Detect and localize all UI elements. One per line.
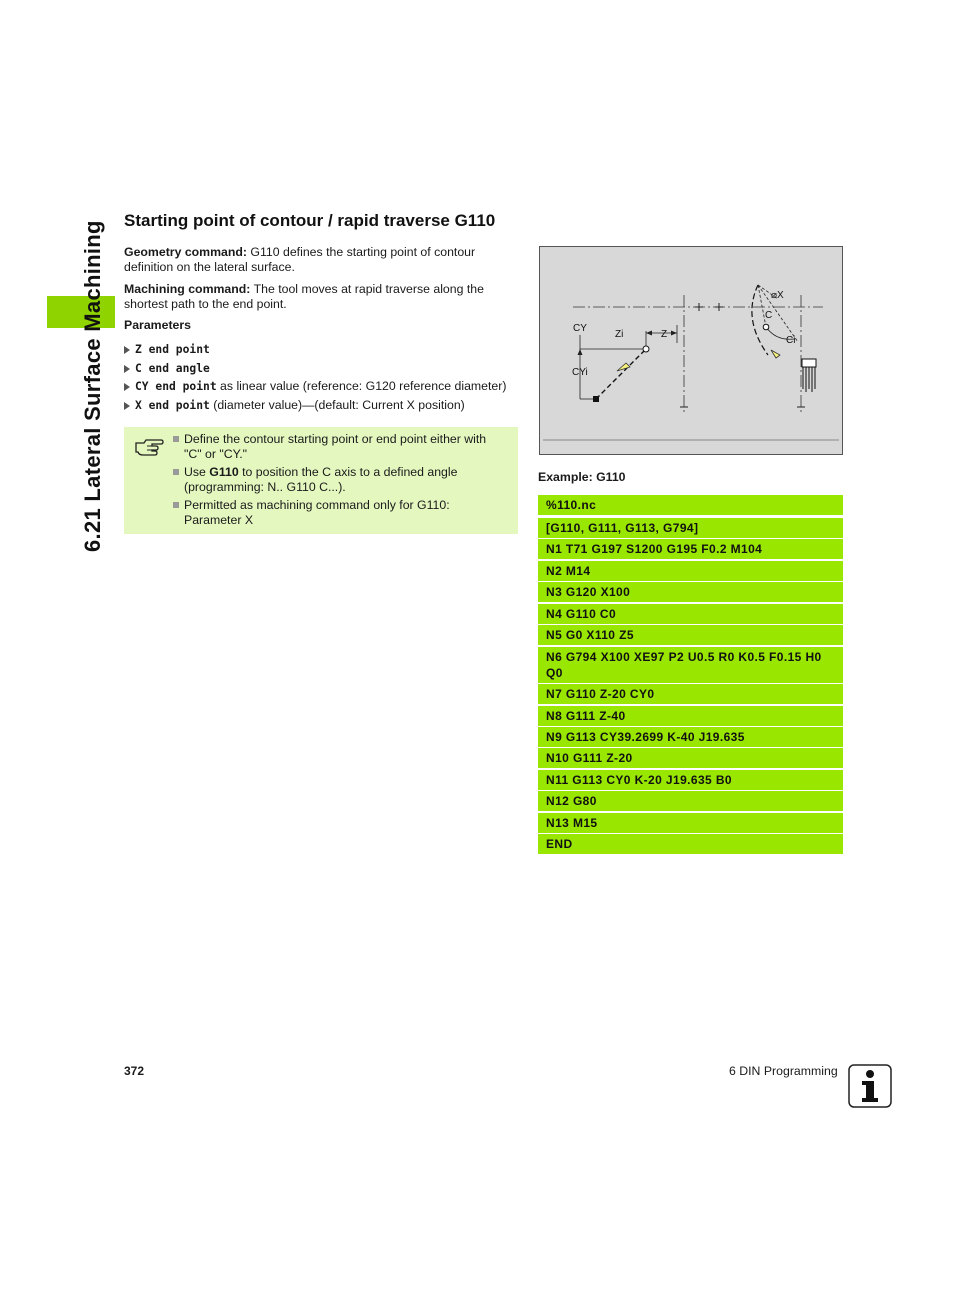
note-item (184, 465, 504, 495)
triangle-bullet-icon (124, 383, 130, 391)
code-line: N7 G110 Z-20 CY0 (538, 684, 843, 704)
machining-command-text: The tool moves at rapid traverse along the shortest path to the end point. (124, 282, 484, 311)
g110-diagram (539, 246, 843, 455)
page-number: 372 (124, 1064, 145, 1078)
parameter-name: X end point (135, 399, 210, 412)
code-line: N3 G120 X100 (538, 582, 843, 602)
code-line: N9 G113 CY39.2699 K-40 J19.635 (538, 727, 843, 747)
code-line: N12 G80 (538, 791, 843, 811)
parameter-item (124, 379, 506, 394)
code-line: N6 G794 X100 XE97 P2 U0.5 R0 K0.5 F0.15 H0 Q0 (538, 647, 843, 683)
machining-command-label: Machining command: (124, 282, 251, 296)
code-line: N11 G113 CY0 K-20 J19.635 B0 (538, 770, 843, 790)
note-box (124, 427, 518, 534)
code-line: %110.nc (538, 495, 843, 515)
triangle-bullet-icon (124, 346, 130, 354)
footer-chapter: 6 DIN Programming (729, 1064, 838, 1078)
label-cyi: CYi (572, 367, 588, 378)
geometry-command-text: G110 defines the starting point of contour definition on the lateral surface. (124, 245, 476, 274)
parameter-desc: (diameter value)—(default: Current X position) (209, 398, 465, 412)
note-text: to position the C axis to a defined angle (programming: N.. G110 C...). (184, 465, 458, 494)
code-line: N13 M15 (538, 813, 843, 833)
code-line: N5 G0 X110 Z5 (538, 625, 843, 645)
code-line: N1 T71 G197 S1200 G195 F0.2 M104 (538, 539, 843, 559)
code-line: [G110, G111, G113, G794] (538, 518, 843, 538)
label-dia-x: ⌀X (771, 290, 784, 301)
note-text: Use (184, 465, 210, 479)
example-caption: Example: G110 (538, 470, 626, 484)
square-bullet-icon (173, 436, 179, 442)
code-line: END (538, 834, 843, 854)
note-bold-code: G110 (209, 465, 239, 479)
geometry-command-paragraph (124, 245, 519, 275)
code-line: N10 G111 Z-20 (538, 748, 843, 768)
parameter-item (124, 342, 210, 357)
code-line: N2 M14 (538, 561, 843, 581)
g110-diagram-svg (540, 247, 842, 454)
chapter-side-title: 6.21 Lateral Surface Machining (80, 220, 105, 552)
label-zi: Zi (615, 329, 624, 340)
square-bullet-icon (173, 469, 179, 475)
triangle-bullet-icon (124, 365, 130, 373)
info-icon (848, 1064, 892, 1108)
triangle-bullet-icon (124, 402, 130, 410)
label-z: Z (661, 329, 668, 340)
section-heading: Starting point of contour / rapid traverse G110 (124, 211, 496, 230)
parameters-label: Parameters (124, 318, 191, 332)
code-line: N4 G110 C0 (538, 604, 843, 624)
label-c: C (765, 310, 773, 321)
note-text: Permitted as machining command only for G110: Parameter X (184, 498, 450, 527)
code-line: N8 G111 Z-40 (538, 706, 843, 726)
note-text: Define the contour starting point or end point either with "C" or "CY." (184, 432, 487, 461)
machining-command-paragraph (124, 282, 519, 312)
parameter-name: CY end point (135, 380, 217, 393)
parameter-desc: as linear value (reference: G120 reference diameter) (216, 379, 507, 393)
label-ci: Ci (786, 335, 796, 346)
parameter-item (124, 398, 465, 413)
square-bullet-icon (173, 502, 179, 508)
parameter-name: Z end point (135, 343, 210, 356)
geometry-command-label: Geometry command: (124, 245, 247, 259)
pointing-hand-icon (134, 434, 164, 458)
parameter-item (124, 361, 210, 376)
note-item (184, 432, 504, 462)
label-cy: CY (573, 323, 587, 334)
parameter-name: C end angle (135, 362, 210, 375)
note-item (184, 498, 504, 528)
